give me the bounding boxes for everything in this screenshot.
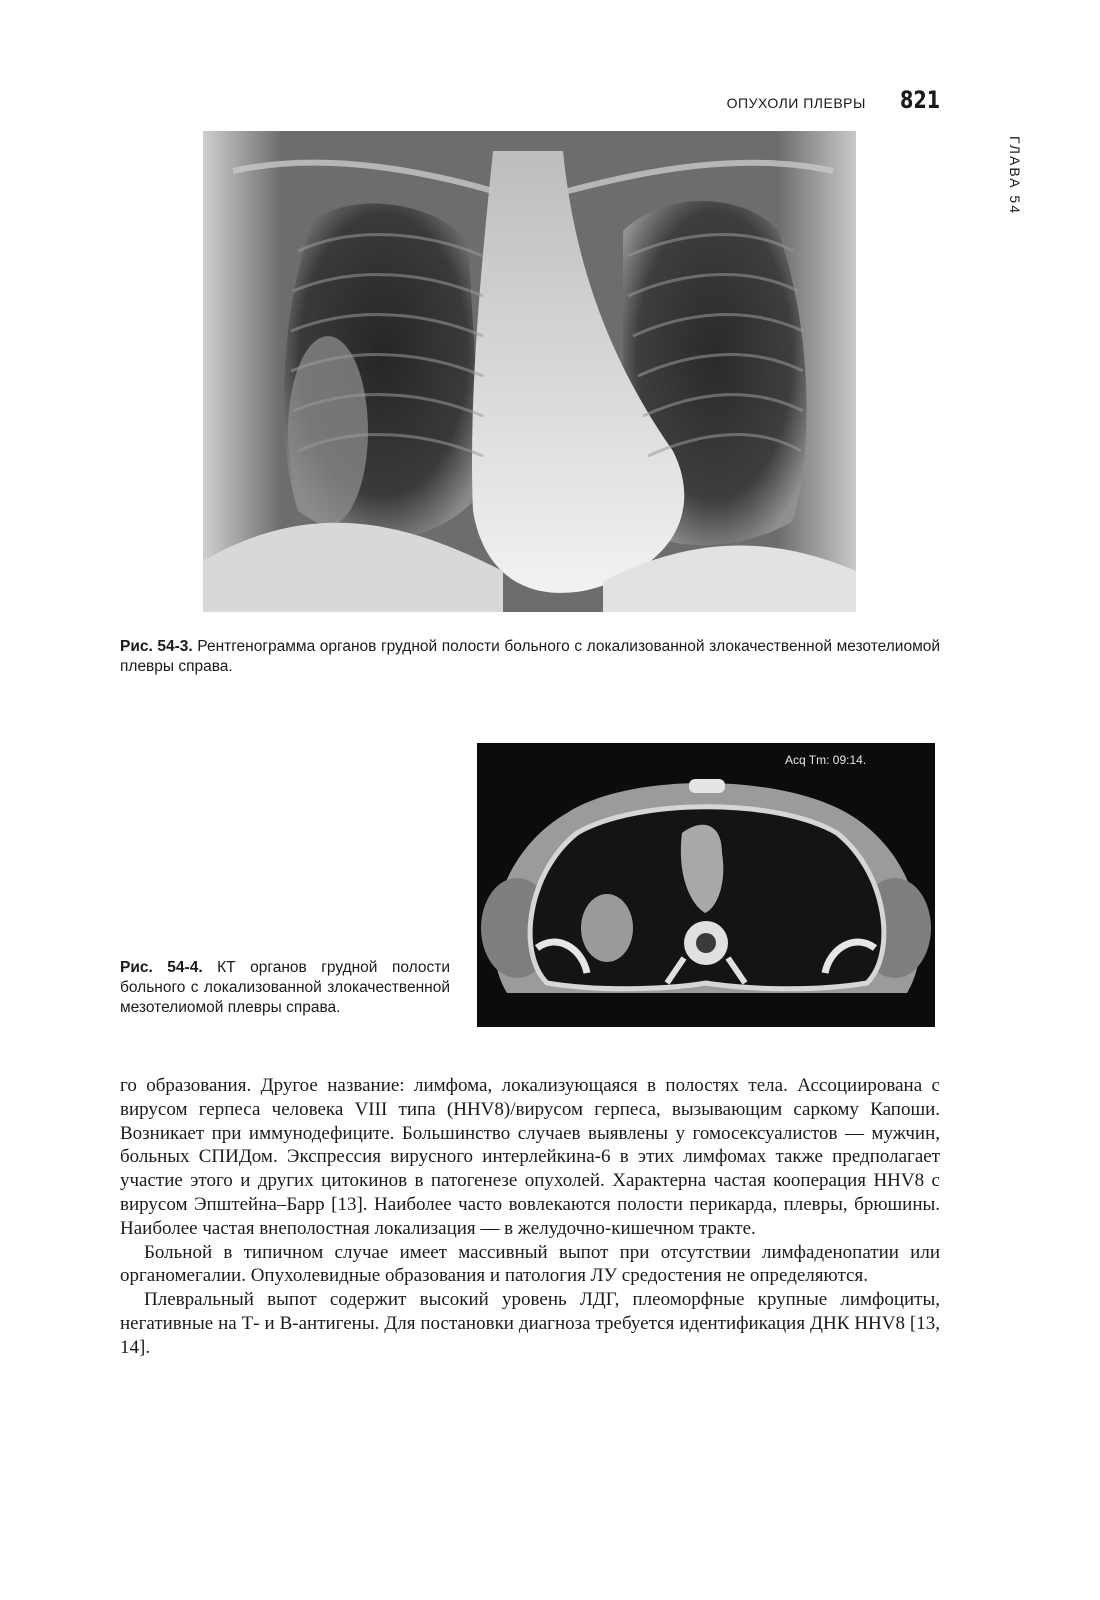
figure-label: Рис. 54-3. bbox=[120, 638, 193, 655]
paragraph: Больной в типичном случае имеет массивный выпот при отсутствии лимфаденопатии или органомегалии. Опухолевидные образования и патология ЛУ средостения не определяются. bbox=[120, 1241, 940, 1287]
ct-scan-image bbox=[477, 743, 935, 1027]
figure-label: Рис. 54-4. bbox=[120, 959, 203, 976]
running-head bbox=[720, 86, 940, 116]
figure-54-3-caption bbox=[120, 637, 940, 677]
paragraph: го образования. Другое название: лимфома, локализующаяся в полостях тела. Ассоциирована с вирусом герпеса человека VIII типа (HHV8)/вирусом герпеса, вызывающим саркому Капоши. Возникает при иммунодефиците. Большинство случаев выявлены у гомосексуалистов — мужчин, больных СПИДом. Экспрессия вирусного интерлейкина-6 в этих лимфомах также предполагает участие этого и других цитокинов в патогенезе опухолей. Характерна частая кооперация HHV8 с вирусом Эпштейна–Барр [13]. Наиболее часто вовлекаются полости перикарда, плевры, брюшины. Наиболее частая внеполостная локализация — в желудочно-кишечном тракте. bbox=[120, 1075, 940, 1239]
caption-text: КТ органов грудной полости больного с локализованной злокачественной мезотелиомой плевры справа. bbox=[120, 959, 450, 1016]
chest-xray-image bbox=[203, 131, 856, 612]
caption-text: Рентгенограмма органов грудной полости больного с локализованной злокачественной мезотелиомой плевры справа. bbox=[120, 638, 940, 675]
running-title: ОПУХОЛИ ПЛЕВРЫ bbox=[726, 95, 866, 111]
body-text bbox=[120, 1074, 940, 1360]
page-number: 821 bbox=[899, 86, 940, 114]
figure-54-4-caption bbox=[120, 958, 450, 1018]
paragraph: Плевральный выпот содержит высокий уровень ЛДГ, плеоморфные крупные лимфоциты, негативные на Т- и В-антигены. Для постановки диагноза требуется идентификация ДНК HHV8 [13, 14]. bbox=[120, 1289, 940, 1358]
chest-xray-drawing bbox=[203, 131, 856, 612]
ct-acquisition-time: Acq Tm: 09:14. bbox=[785, 753, 867, 767]
chapter-side-tab: ГЛАВА 54 bbox=[1007, 136, 1023, 215]
ct-scan-drawing bbox=[477, 743, 935, 1027]
